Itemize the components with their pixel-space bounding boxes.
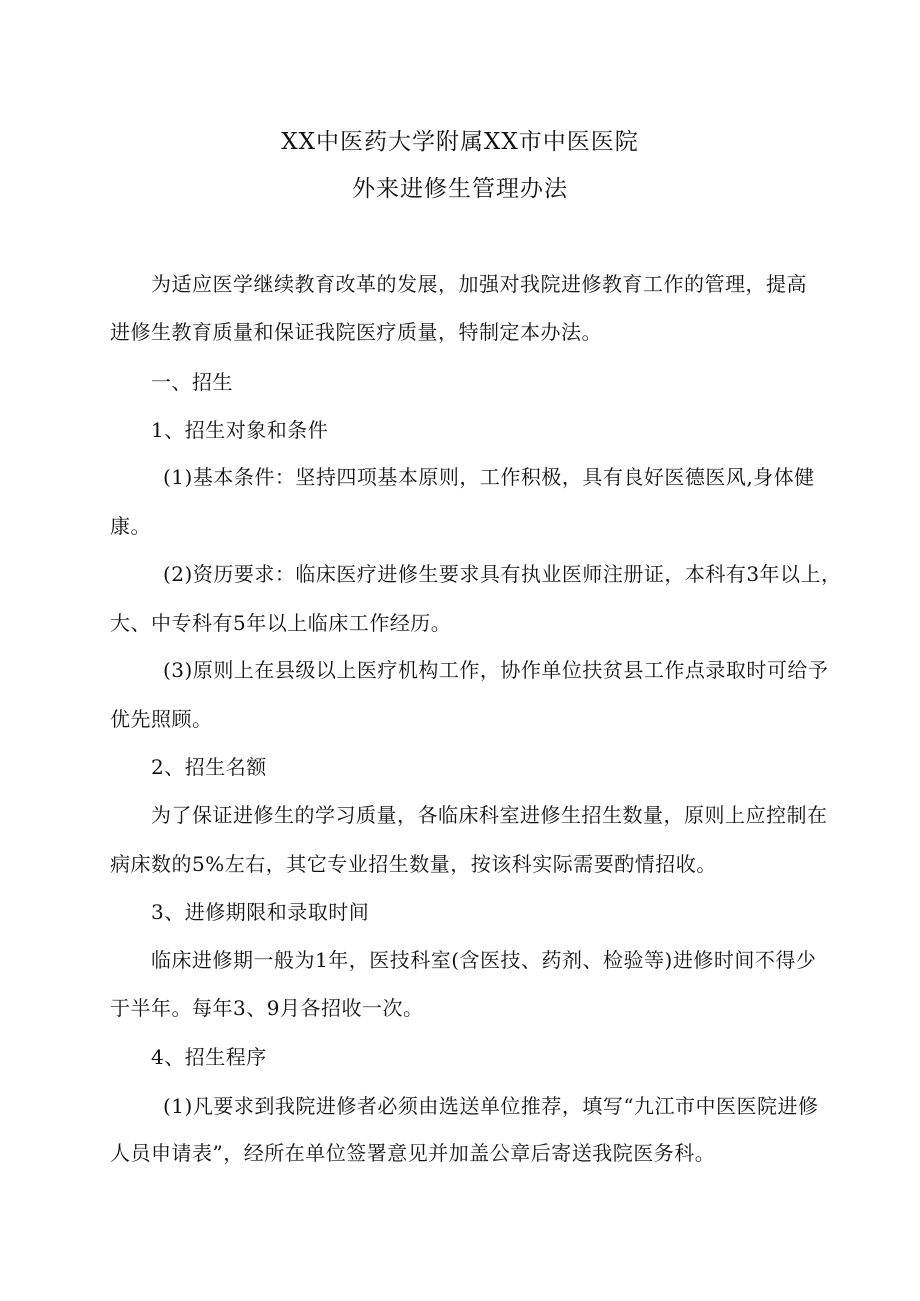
quota-paragraph-line-2: 病床数的5%左右，其它专业招生数量，按该科实际需要酌情招收。 [110,852,717,876]
subsection-heading-period: 3、进修期限和录取时间 [151,900,370,924]
document-title-line-1: XX中医药大学附属XX市中医医院 [281,129,639,155]
item-application-line-2: 人员申请表”，经所在单位签署意见并加盖公章后寄送我院医务科。 [110,1141,716,1165]
period-paragraph-line-2: 于半年。每年3、9月各招收一次。 [110,996,424,1020]
item-basic-conditions-line-1: (1)基本条件：坚持四项基本原则，工作积极，具有良好医德医风,身体健 [163,465,815,489]
item-application-line-1: (1)凡要求到我院进修者必须由选送单位推荐，填写“九江市中医医院进修 [163,1094,819,1118]
intro-paragraph-line-2: 进修生教育质量和保证我院医疗质量，特制定本办法。 [110,320,602,344]
item-basic-conditions-line-2: 康。 [110,514,151,538]
item-qualification-line-2: 大、中专科有5年以上临床工作经历。 [110,611,452,635]
intro-paragraph-line-1: 为适应医学继续教育改革的发展，加强对我院进修教育工作的管理，提高 [151,272,807,296]
subsection-heading-eligibility: 1、招生对象和条件 [151,418,329,442]
subsection-heading-quota: 2、招生名额 [151,755,267,779]
item-qualification-line-1: (2)资历要求：临床医疗进修生要求具有执业医师注册证，本科有3年以上， [163,562,842,586]
item-institution-line-1: (3)原则上在县级以上医疗机构工作，协作单位扶贫县工作点录取时可给予 [163,658,829,682]
subsection-heading-procedure: 4、招生程序 [151,1045,267,1069]
section-heading-enrollment: 一、招生 [151,370,233,394]
document-title-line-2: 外来进修生管理办法 [352,176,568,202]
item-institution-line-2: 优先照顾。 [110,707,213,731]
period-paragraph-line-1: 临床进修期一般为1年，医技科室(含医技、药剂、检验等)进修时间不得少 [151,948,817,972]
quota-paragraph-line-1: 为了保证进修生的学习质量，各临床科室进修生招生数量，原则上应控制在 [151,803,828,827]
